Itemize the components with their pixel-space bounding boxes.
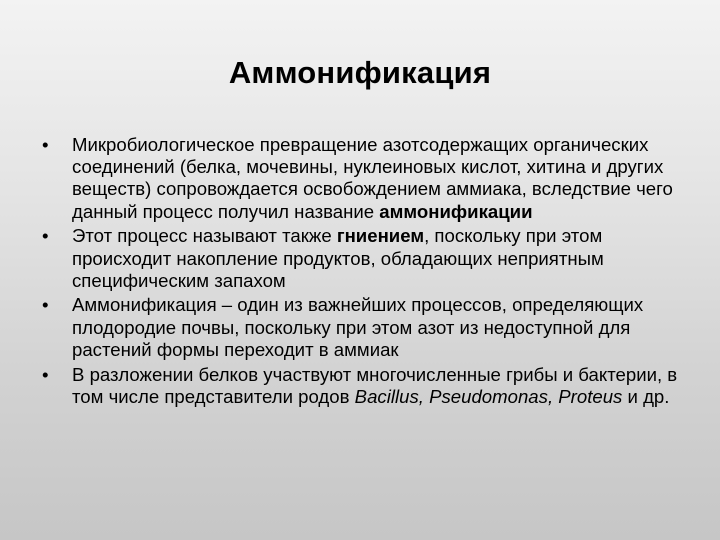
slide-title: Аммонификация [228, 55, 492, 90]
bullet-dot: • [42, 225, 49, 247]
bullet-4-genera: Bacillus, Pseudomonas, Proteus [354, 385, 623, 407]
bullet-2-text-start: Этот процесс называют также [72, 225, 337, 247]
bullet-1-text: Микробиологическое превращение азотсодержащих органических соединений (белка, мочевины, нуклеиновых кислот, хитина и других веществ) сопровождается освобождением аммиака, вследствие чего данный процесс получил название [72, 134, 673, 222]
bullet-4-text-end: и др. [622, 385, 670, 407]
bullet-dot: • [42, 294, 49, 316]
bullet-2-text-end: , поскольку при этом происходит накопление продуктов, обладающих неприятным специфическим запахом [72, 225, 604, 291]
bullet-1-term: аммонификации [379, 200, 533, 222]
bullet-item-3 [0, 294, 720, 361]
bullet-2-term: гниением [336, 225, 425, 247]
bullet-dot: • [42, 134, 49, 155]
bullet-list [0, 134, 720, 410]
bullet-dot: • [42, 363, 49, 385]
bullet-4-text-start: В разложении белков участвуют многочисленные грибы и бактерии, в том числе представители родов [72, 363, 678, 407]
bullet-3-text: Аммонификация – один из важнейших процессов, определяющих плодородие почвы, поскольку при этом азот из недоступной для растений формы переходит в аммиак [72, 294, 644, 360]
bullet-item-4 [0, 364, 720, 408]
bullet-item-1 [0, 134, 720, 223]
bullet-item-2 [0, 225, 720, 292]
